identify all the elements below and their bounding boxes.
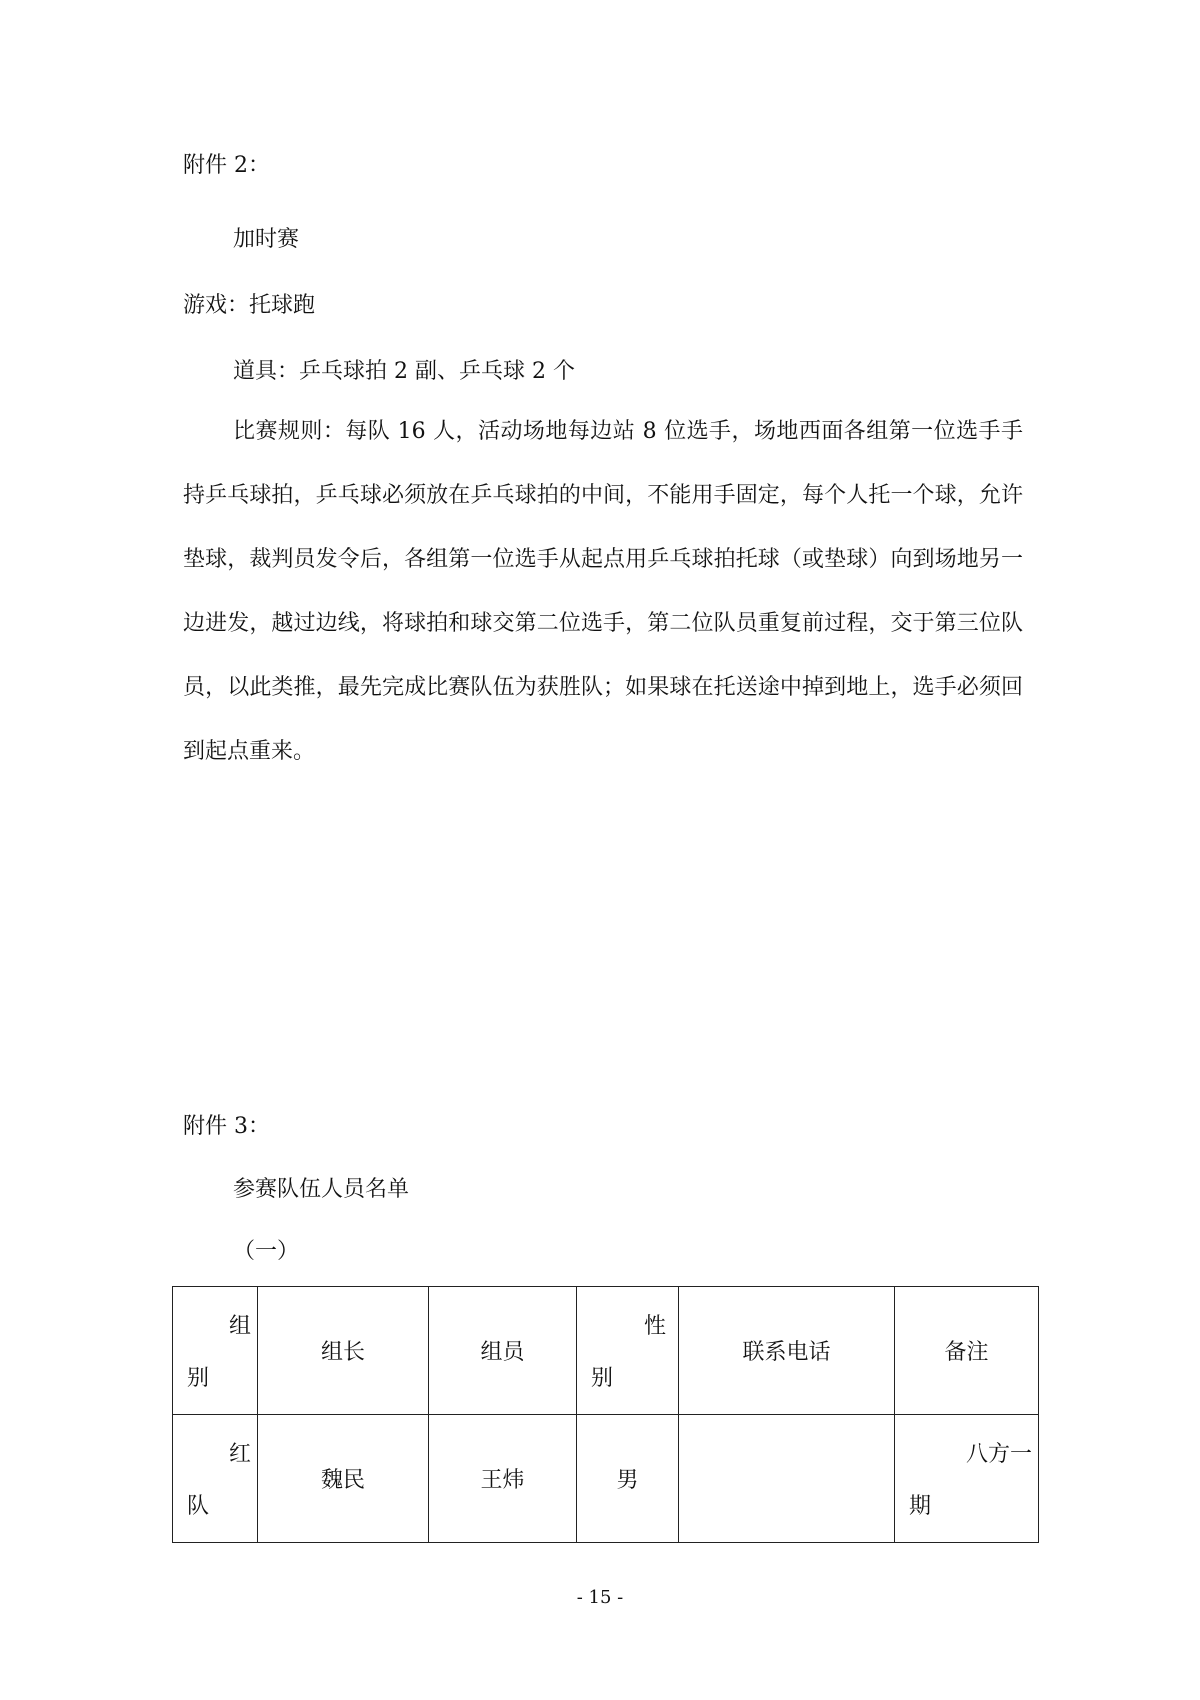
attachment-2-label: 附件 2： [183,153,270,178]
cell-group-bottom: 队 [187,1494,210,1519]
cell-group-top: 红 [228,1442,251,1467]
header-group [173,1287,258,1415]
attachment-3-label: 附件 3： [183,1114,270,1139]
cell-note [895,1415,1039,1543]
header-group-bottom: 别 [187,1366,210,1391]
props-line: 道具：乒乓球拍 2 副、乒乓球 2 个 [233,359,575,384]
cell-leader: 魏民 [258,1415,429,1543]
roster-subtitle: （一） [233,1239,300,1264]
cell-phone [679,1415,895,1543]
header-gender-bottom: 别 [591,1366,614,1391]
game-name: 游戏：托球跑 [183,293,316,318]
header-gender-top: 性 [643,1314,666,1339]
cell-gender: 男 [577,1415,679,1543]
cell-member: 王炜 [429,1415,577,1543]
roster-table [172,1286,1039,1543]
table-header-row [173,1287,1039,1415]
cell-note-top: 八方一 [965,1442,1032,1467]
header-member: 组员 [429,1287,577,1415]
page-number: - 15 - [576,1587,624,1608]
attachment-2-title: 加时赛 [233,227,300,252]
cell-group [173,1415,258,1543]
cell-note-bottom: 期 [909,1494,932,1519]
header-leader: 组长 [258,1287,429,1415]
header-gender [577,1287,679,1415]
rules-paragraph: 比赛规则：每队 16 人，活动场地每边站 8 位选手，场地西面各组第一位选手手持乒乓球拍，乒乓球必须放在乒乓球拍的中间，不能用手固定，每个人托一个球，允许垫球，裁判员发令后，各组第一位选手从起点用乒乓球拍托球（或垫球）向到场地另一边进发，越过边线，将球拍和球交第二位选手，第二位队员重复前过程，交于第三位队员，以此类推，最先完成比赛队伍为获胜队；如果球在托送途中掉到地上，选手必须回到起点重来。 [183,419,1023,764]
header-phone: 联系电话 [679,1287,895,1415]
header-group-top: 组 [228,1314,251,1339]
roster-title: 参赛队伍人员名单 [233,1177,410,1202]
header-note: 备注 [895,1287,1039,1415]
table-row [173,1415,1039,1543]
